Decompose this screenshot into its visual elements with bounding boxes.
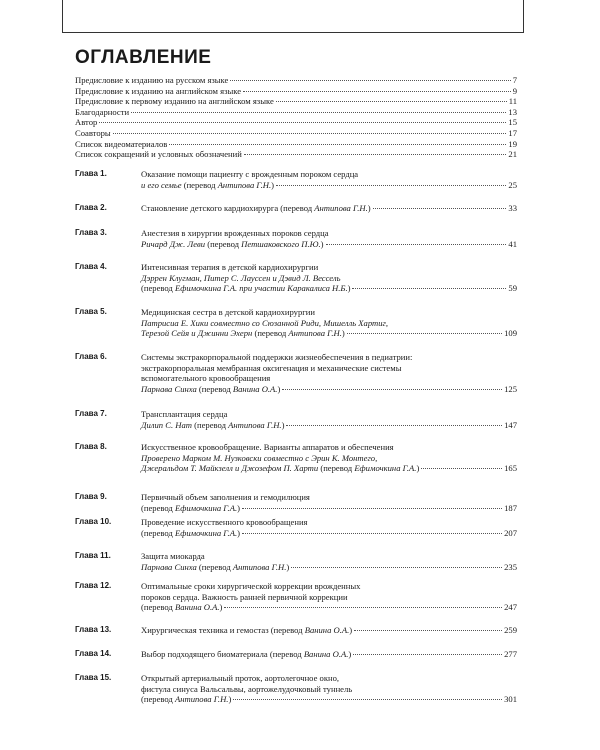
leader-dots <box>421 468 502 469</box>
chapter-line <box>141 228 517 239</box>
chapter-line-text: Парнава Синха (перевод Антипова Г.Н.) <box>141 561 290 572</box>
chapter-entry <box>75 517 517 538</box>
chapter-line <box>141 384 517 395</box>
chapter-label: Глава 15. <box>75 673 112 682</box>
chapter-line-text: и его семье (перевод Антипова Г.Н.) <box>141 179 275 190</box>
chapter-line <box>141 409 517 420</box>
chapter-page: 33 <box>508 203 517 213</box>
header-rule-right <box>523 0 524 33</box>
chapter-line-text: Оптимальные сроки хирургической коррекции врожденных <box>141 581 361 591</box>
chapter-line <box>141 684 517 695</box>
chapter-entry <box>75 649 517 660</box>
leader-dots <box>352 288 506 289</box>
chapter-body <box>141 517 517 538</box>
header-rule <box>62 0 524 33</box>
leader-dots <box>230 80 510 81</box>
toc-entry <box>75 75 517 86</box>
chapter-entry <box>75 673 517 705</box>
chapter-line-text: Проверено Марком М. Нузковски совместно с Эрин К. Монтего, <box>141 452 378 463</box>
chapter-line-text: Системы экстракорпоральной поддержки жизнеобеспечения в педиатрии: <box>141 352 413 362</box>
toc-entry-page: 19 <box>508 138 517 149</box>
chapter-line-text: вспомогательного кровообращения <box>141 373 271 384</box>
chapter-line <box>141 463 517 474</box>
leader-dots <box>244 154 507 155</box>
chapter-line-text: Открытый артериальный проток, аортолегочное окно, <box>141 673 340 683</box>
chapter-line <box>141 239 517 250</box>
chapter-line-text: (перевод Ефимочкина Г.А.) <box>141 502 240 513</box>
toc-entry-page: 13 <box>508 106 517 117</box>
chapter-line <box>141 528 517 539</box>
chapter-line-text: пороков сердца. Важность ранней первичной коррекции <box>141 591 348 602</box>
chapter-label: Глава 9. <box>75 492 107 501</box>
chapter-line <box>141 318 517 329</box>
chapter-line-text: (перевод Ванина О.А.) <box>141 602 223 613</box>
chapter-line <box>141 363 517 374</box>
leader-dots <box>354 630 502 631</box>
chapter-body <box>141 169 517 190</box>
toc-entry-page: 21 <box>508 149 517 160</box>
chapter-line <box>141 649 517 660</box>
toc-entry-page: 17 <box>508 127 517 138</box>
chapter-body <box>141 228 517 249</box>
chapter-line-text: фистула синуса Вальсальвы, аортожелудочковый туннель <box>141 683 353 694</box>
chapter-entry <box>75 551 517 572</box>
chapter-line <box>141 551 517 562</box>
toc-entry <box>75 96 517 107</box>
chapter-page: 109 <box>504 328 517 339</box>
chapter-page: 25 <box>508 179 517 190</box>
toc-entry <box>75 86 517 97</box>
chapter-line <box>141 453 517 464</box>
leader-dots <box>242 533 502 534</box>
chapter-page: 165 <box>504 463 517 474</box>
chapter-line-text: Дэррен Клугман, Питер С. Лауссен и Дэвид Л. Вессель <box>141 272 341 283</box>
chapter-line-text: Парнава Синха (перевод Ванина О.А.) <box>141 383 281 394</box>
chapter-page: 147 <box>504 419 517 430</box>
toc-entry-page: 9 <box>512 85 517 96</box>
chapter-label: Глава 11. <box>75 551 111 560</box>
leader-dots <box>282 389 502 390</box>
chapter-line <box>141 169 517 180</box>
leader-dots <box>286 425 502 426</box>
leader-dots <box>347 333 502 334</box>
chapter-body <box>141 442 517 474</box>
chapter-line-text: (перевод Ефимочкина Г.А. при участии Каракалиса Н.Б.) <box>141 283 351 294</box>
toc-entry-page: 7 <box>512 75 517 85</box>
chapter-body <box>141 492 517 513</box>
chapter-line <box>141 673 517 684</box>
chapter-line-text: (перевод Антипова Г.Н.) <box>141 694 232 705</box>
toc-entry-title: Соавторы <box>75 127 111 138</box>
chapter-line <box>141 581 517 592</box>
chapter-entry <box>75 262 517 294</box>
chapter-line-text: Трансплантация сердца <box>141 409 228 419</box>
chapter-page: 301 <box>504 694 517 705</box>
chapter-body <box>141 307 517 339</box>
chapter-entry <box>75 442 517 474</box>
leader-dots <box>373 208 507 209</box>
toc-entry-title: Список видеоматериалов <box>75 138 168 149</box>
chapter-page: 277 <box>504 649 517 659</box>
toc-entry-title: Предисловие к изданию на русском языке <box>75 75 229 85</box>
chapter-page: 41 <box>508 238 517 249</box>
chapter-line-text: (перевод Ефимочкина Г.А.) <box>141 527 240 538</box>
chapter-line-text: Дилип С. Нат (перевод Антипова Г.Н.) <box>141 419 285 430</box>
leader-dots <box>243 91 511 92</box>
toc-entry <box>75 107 517 118</box>
chapter-entry <box>75 352 517 394</box>
chapter-body <box>141 625 517 636</box>
chapter-line <box>141 602 517 613</box>
chapter-line <box>141 442 517 453</box>
chapter-page: 235 <box>504 561 517 572</box>
chapter-label: Глава 3. <box>75 228 107 237</box>
chapter-line <box>141 517 517 528</box>
chapter-line-text: Джеральдом Т. Майкзелл и Джозефом П. Харти (перевод Ефимочкина Г.А.) <box>141 463 420 474</box>
chapter-entry <box>75 169 517 190</box>
chapter-label: Глава 7. <box>75 409 107 418</box>
toc-entry-page: 11 <box>508 96 517 107</box>
chapter-line-text: экстракорпоральная мембранная оксигенация и механические системы <box>141 362 402 373</box>
chapter-line-text: Проведение искусственного кровообращения <box>141 517 308 527</box>
chapter-line-text: Оказание помощи пациенту с врожденным пороком сердца <box>141 169 359 179</box>
leader-dots <box>242 508 502 509</box>
chapter-line-text: Терезой Сейя и Джинни Эхерн (перевод Антипова Г.Н.) <box>141 328 345 339</box>
chapter-page: 125 <box>504 383 517 394</box>
chapter-line-text: Ричард Дж. Леви (перевод Петшаковского П.Ю.) <box>141 238 324 249</box>
chapter-label: Глава 10. <box>75 517 112 526</box>
chapter-line <box>141 694 517 705</box>
chapter-entry <box>75 307 517 339</box>
chapter-line <box>141 203 517 214</box>
chapter-label: Глава 14. <box>75 649 112 658</box>
toc-entry-title: Предисловие к первому изданию на английском языке <box>75 96 274 107</box>
chapter-label: Глава 4. <box>75 262 107 271</box>
chapter-line-text: Защита миокарда <box>141 551 205 561</box>
chapter-entry <box>75 203 517 214</box>
chapter-line <box>141 180 517 191</box>
chapter-entry <box>75 228 517 249</box>
chapter-line <box>141 373 517 384</box>
chapter-line <box>141 503 517 514</box>
toc-entry-title: Список сокращений и условных обозначений <box>75 149 242 160</box>
leader-dots <box>99 122 506 123</box>
leader-dots <box>291 567 502 568</box>
chapter-line-text: Первичный объем заполнения и гемодилюция <box>141 492 310 502</box>
leader-dots <box>113 133 507 134</box>
chapter-line <box>141 492 517 503</box>
chapter-line-text: Искусственное кровообращение. Варианты аппаратов и обеспечения <box>141 442 394 452</box>
chapter-page: 207 <box>504 527 517 538</box>
toc-entry-title: Автор <box>75 117 98 128</box>
chapter-line-text: Становление детского кардиохирурга (перевод Антипова Г.Н.) <box>141 203 371 213</box>
chapter-page: 247 <box>504 602 517 613</box>
leader-dots <box>131 112 506 113</box>
toc-entry-title: Благодарности <box>75 106 130 117</box>
chapter-entry <box>75 409 517 430</box>
toc-entry <box>75 139 517 150</box>
chapter-line <box>141 420 517 431</box>
toc-entry-page: 15 <box>508 117 517 128</box>
chapter-line-text: Хирургическая техника и гемостаз (перевод Ванина О.А.) <box>141 625 353 635</box>
toc-entry <box>75 149 517 160</box>
leader-dots <box>353 654 502 655</box>
chapter-label: Глава 2. <box>75 203 107 212</box>
page-title: ОГЛАВЛЕНИЕ <box>75 47 212 68</box>
leader-dots <box>169 144 506 145</box>
toc-entry <box>75 128 517 139</box>
chapter-body <box>141 673 517 705</box>
chapter-line <box>141 592 517 603</box>
chapter-line <box>141 562 517 573</box>
leader-dots <box>224 607 502 608</box>
chapter-line <box>141 283 517 294</box>
front-matter-list <box>75 75 517 160</box>
chapter-body <box>141 649 517 660</box>
chapter-label: Глава 12. <box>75 581 112 590</box>
leader-dots <box>326 244 507 245</box>
chapter-page: 59 <box>508 283 517 294</box>
chapter-body <box>141 262 517 294</box>
chapter-body <box>141 409 517 430</box>
chapter-page: 187 <box>504 502 517 513</box>
chapter-body <box>141 581 517 613</box>
chapter-line-text: Анестезия в хирургии врожденных пороков сердца <box>141 228 329 238</box>
chapter-line <box>141 307 517 318</box>
chapter-line-text: Интенсивная терапия в детской кардиохирургии <box>141 262 319 272</box>
chapter-label: Глава 8. <box>75 442 107 451</box>
toc-entry <box>75 117 517 128</box>
leader-dots <box>276 101 507 102</box>
chapter-line <box>141 273 517 284</box>
chapter-line <box>141 352 517 363</box>
leader-dots <box>233 699 502 700</box>
leader-dots <box>276 185 506 186</box>
chapter-page: 259 <box>504 625 517 635</box>
chapter-body <box>141 203 517 214</box>
chapter-label: Глава 13. <box>75 625 112 634</box>
chapter-label: Глава 6. <box>75 352 107 361</box>
chapter-entry <box>75 581 517 613</box>
chapter-line-text: Выбор подходящего биоматериала (перевод Ванина О.А.) <box>141 649 352 659</box>
chapter-body <box>141 352 517 394</box>
toc-entry-title: Предисловие к изданию на английском языке <box>75 85 242 96</box>
chapter-line-text: Медицинская сестра в детской кардиохирургии <box>141 307 315 317</box>
chapter-line <box>141 328 517 339</box>
chapter-line <box>141 262 517 273</box>
chapter-label: Глава 1. <box>75 169 107 178</box>
chapter-entry <box>75 492 517 513</box>
chapter-entry <box>75 625 517 636</box>
chapter-line-text: Патрисиа Е. Хики совместно со Сюзанной Риди, Мишелль Хартиг, <box>141 317 389 328</box>
chapter-body <box>141 551 517 572</box>
chapter-line <box>141 625 517 636</box>
chapter-label: Глава 5. <box>75 307 107 316</box>
